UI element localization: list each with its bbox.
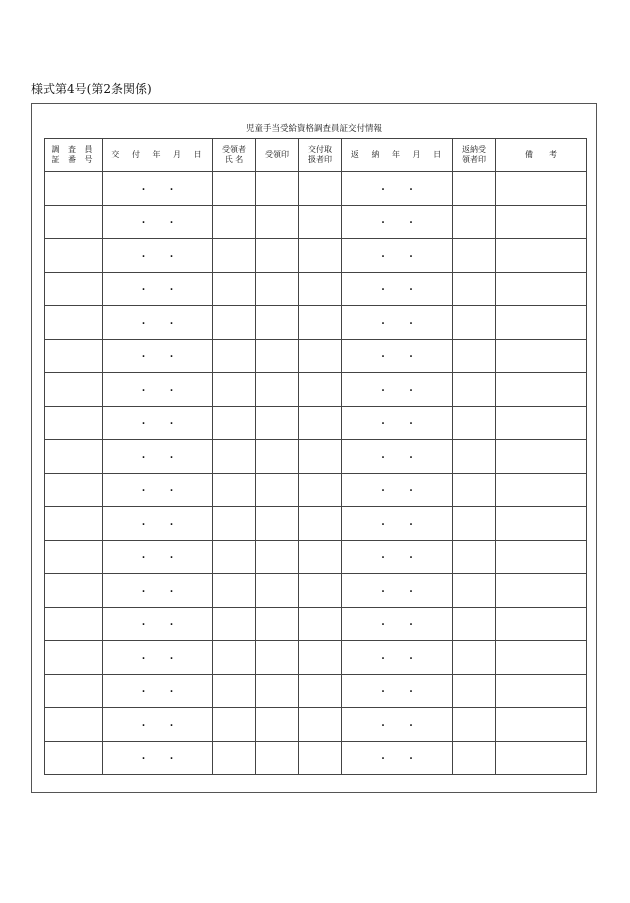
receipt-seal-cell[interactable]: [256, 708, 299, 742]
receipt-seal-cell[interactable]: [256, 674, 299, 708]
cert-no-cell[interactable]: [45, 473, 103, 507]
return-receiver-seal-cell[interactable]: [453, 339, 496, 373]
date-separator-dot: ・: [138, 687, 149, 699]
recipient-name-cell[interactable]: [213, 440, 256, 474]
date-separator-dot: ・: [406, 720, 416, 732]
recipient-name-cell[interactable]: [213, 741, 256, 775]
header-recipient-name: [213, 139, 256, 172]
issue-date-cell[interactable]: [103, 540, 213, 574]
table-row: [45, 205, 587, 239]
issue-date-cell[interactable]: [103, 373, 213, 407]
date-separator-dot: ・: [406, 653, 416, 665]
recipient-name-cell[interactable]: [213, 339, 256, 373]
header-recipient-name-line1: 受領者: [222, 145, 246, 154]
remarks-cell[interactable]: [496, 172, 587, 206]
return-receiver-seal-cell[interactable]: [453, 574, 496, 608]
receipt-seal-cell[interactable]: [256, 741, 299, 775]
remarks-cell[interactable]: [496, 473, 587, 507]
issuer-seal-cell[interactable]: [299, 205, 342, 239]
date-separator-dot: ・: [138, 184, 149, 196]
remarks-cell[interactable]: [496, 440, 587, 474]
date-separator-dot: ・: [406, 285, 416, 297]
receipt-seal-cell[interactable]: [256, 205, 299, 239]
return-date-cell[interactable]: [342, 339, 453, 373]
issuer-seal-cell[interactable]: [299, 239, 342, 273]
date-separator-dot: ・: [138, 251, 149, 263]
date-separators: [137, 214, 179, 229]
cert-no-cell[interactable]: [45, 507, 103, 541]
date-separators: [137, 549, 179, 564]
remarks-cell[interactable]: [496, 574, 587, 608]
issue-date-cell[interactable]: [103, 641, 213, 675]
header-return-receiver-seal-line2: 領者印: [462, 155, 486, 164]
remarks-cell[interactable]: [496, 239, 587, 273]
date-separators: [137, 683, 179, 698]
date-separator-dot: ・: [378, 519, 388, 531]
remarks-cell[interactable]: [496, 708, 587, 742]
return-date-cell[interactable]: [342, 172, 453, 206]
issuer-seal-cell[interactable]: [299, 373, 342, 407]
cert-no-cell[interactable]: [45, 339, 103, 373]
issuer-seal-cell[interactable]: [299, 507, 342, 541]
table-row: [45, 473, 587, 507]
issuer-seal-cell[interactable]: [299, 172, 342, 206]
date-separator-dot: ・: [378, 720, 388, 732]
receipt-seal-cell[interactable]: [256, 339, 299, 373]
return-receiver-seal-cell[interactable]: [453, 741, 496, 775]
header-row: [45, 139, 587, 172]
table-row: [45, 306, 587, 340]
table-row: [45, 440, 587, 474]
date-separators: [137, 583, 179, 598]
date-separator-dot: ・: [406, 218, 416, 230]
date-separators: [137, 181, 179, 196]
date-separator-dot: ・: [378, 553, 388, 565]
date-separator-dot: ・: [406, 352, 416, 364]
date-separator-dot: ・: [406, 385, 416, 397]
date-separator-dot: ・: [378, 318, 388, 330]
return-date-cell[interactable]: [342, 473, 453, 507]
date-separator-dot: ・: [406, 754, 416, 766]
receipt-seal-cell[interactable]: [256, 373, 299, 407]
issuer-seal-cell[interactable]: [299, 406, 342, 440]
table-row: [45, 607, 587, 641]
table-row: [45, 574, 587, 608]
header-return-receiver-seal: [453, 139, 496, 172]
issuer-seal-cell[interactable]: [299, 272, 342, 306]
date-separator-dot: ・: [406, 184, 416, 196]
date-separator-dot: ・: [166, 184, 177, 196]
receipt-seal-cell[interactable]: [256, 607, 299, 641]
return-date-cell[interactable]: [342, 607, 453, 641]
remarks-cell[interactable]: [496, 507, 587, 541]
date-separator-dot: ・: [166, 218, 177, 230]
cert-no-cell[interactable]: [45, 306, 103, 340]
date-separators: [137, 482, 179, 497]
return-receiver-seal-cell[interactable]: [453, 172, 496, 206]
date-separator-dot: ・: [406, 553, 416, 565]
issue-date-cell[interactable]: [103, 440, 213, 474]
table-row: [45, 406, 587, 440]
date-separator-dot: ・: [378, 452, 388, 464]
cert-no-cell[interactable]: [45, 205, 103, 239]
date-separators: [376, 583, 418, 598]
issuer-seal-cell[interactable]: [299, 306, 342, 340]
receipt-seal-cell[interactable]: [256, 540, 299, 574]
issuer-seal-cell[interactable]: [299, 339, 342, 373]
cert-no-cell[interactable]: [45, 708, 103, 742]
form-frame: [31, 103, 597, 793]
header-return-date: 返 納 年 月 日: [342, 139, 453, 172]
date-separators: [376, 616, 418, 631]
issue-date-cell[interactable]: [103, 473, 213, 507]
header-return-receiver-seal-line1: 返納受: [462, 145, 486, 154]
issue-date-cell[interactable]: [103, 339, 213, 373]
remarks-cell[interactable]: [496, 641, 587, 675]
date-separator-dot: ・: [138, 586, 149, 598]
date-separators: [137, 650, 179, 665]
table-row: [45, 674, 587, 708]
date-separator-dot: ・: [166, 285, 177, 297]
cert-no-cell[interactable]: [45, 440, 103, 474]
remarks-cell[interactable]: [496, 373, 587, 407]
header-issuer-seal: [299, 139, 342, 172]
return-date-cell[interactable]: [342, 708, 453, 742]
date-separator-dot: ・: [138, 553, 149, 565]
date-separators: [376, 717, 418, 732]
return-receiver-seal-cell[interactable]: [453, 473, 496, 507]
date-separator-dot: ・: [406, 318, 416, 330]
date-separator-dot: ・: [166, 419, 177, 431]
table-body: [45, 172, 587, 775]
date-separator-dot: ・: [166, 620, 177, 632]
return-receiver-seal-cell[interactable]: [453, 440, 496, 474]
date-separators: [376, 750, 418, 765]
date-separators: [376, 214, 418, 229]
receipt-seal-cell[interactable]: [256, 574, 299, 608]
date-separators: [376, 281, 418, 296]
date-separator-dot: ・: [406, 519, 416, 531]
date-separator-dot: ・: [378, 419, 388, 431]
date-separators: [376, 549, 418, 564]
return-date-cell[interactable]: [342, 440, 453, 474]
date-separator-dot: ・: [406, 452, 416, 464]
date-separator-dot: ・: [138, 218, 149, 230]
recipient-name-cell[interactable]: [213, 607, 256, 641]
recipient-name-cell[interactable]: [213, 674, 256, 708]
cert-no-cell[interactable]: [45, 373, 103, 407]
issue-date-cell[interactable]: [103, 507, 213, 541]
date-separator-dot: ・: [406, 586, 416, 598]
remarks-cell[interactable]: [496, 607, 587, 641]
issue-date-cell[interactable]: [103, 306, 213, 340]
header-remarks: 備 考: [496, 139, 587, 172]
date-separators: [137, 281, 179, 296]
cert-no-cell[interactable]: [45, 406, 103, 440]
return-date-cell[interactable]: [342, 507, 453, 541]
issuer-seal-cell[interactable]: [299, 641, 342, 675]
return-date-cell[interactable]: [342, 741, 453, 775]
date-separators: [137, 382, 179, 397]
date-separator-dot: ・: [406, 419, 416, 431]
issuer-seal-cell[interactable]: [299, 741, 342, 775]
remarks-cell[interactable]: [496, 339, 587, 373]
table-row: [45, 708, 587, 742]
date-separators: [137, 415, 179, 430]
date-separator-dot: ・: [378, 486, 388, 498]
date-separator-dot: ・: [166, 720, 177, 732]
return-receiver-seal-cell[interactable]: [453, 607, 496, 641]
recipient-name-cell[interactable]: [213, 406, 256, 440]
date-separator-dot: ・: [166, 486, 177, 498]
table-row: [45, 540, 587, 574]
form-title: 児童手当受給資格調査員証交付情報: [245, 124, 382, 134]
issue-date-cell[interactable]: [103, 406, 213, 440]
recipient-name-cell[interactable]: [213, 540, 256, 574]
date-separator-dot: ・: [166, 653, 177, 665]
date-separator-dot: ・: [406, 486, 416, 498]
table-row: [45, 272, 587, 306]
date-separators: [376, 516, 418, 531]
date-separators: [376, 181, 418, 196]
return-receiver-seal-cell[interactable]: [453, 239, 496, 273]
issuer-seal-cell[interactable]: [299, 607, 342, 641]
receipt-seal-cell[interactable]: [256, 172, 299, 206]
table-row: [45, 239, 587, 273]
recipient-name-cell[interactable]: [213, 641, 256, 675]
date-separator-dot: ・: [138, 754, 149, 766]
date-separator-dot: ・: [378, 754, 388, 766]
remarks-cell[interactable]: [496, 406, 587, 440]
remarks-cell[interactable]: [496, 306, 587, 340]
header-cert-no: [45, 139, 103, 172]
date-separator-dot: ・: [166, 385, 177, 397]
cert-no-cell[interactable]: [45, 741, 103, 775]
date-separator-dot: ・: [138, 318, 149, 330]
date-separator-dot: ・: [166, 687, 177, 699]
issuer-seal-cell[interactable]: [299, 574, 342, 608]
issue-date-cell[interactable]: [103, 574, 213, 608]
date-separator-dot: ・: [166, 318, 177, 330]
issue-date-cell[interactable]: [103, 607, 213, 641]
date-separators: [137, 516, 179, 531]
date-separators: [376, 415, 418, 430]
date-separators: [376, 382, 418, 397]
date-separators: [376, 348, 418, 363]
date-separator-dot: ・: [166, 452, 177, 464]
return-receiver-seal-cell[interactable]: [453, 306, 496, 340]
cert-no-cell[interactable]: [45, 239, 103, 273]
date-separator-dot: ・: [138, 352, 149, 364]
issuer-seal-cell[interactable]: [299, 440, 342, 474]
date-separator-dot: ・: [378, 218, 388, 230]
table-row: [45, 172, 587, 206]
date-separators: [376, 650, 418, 665]
date-separator-dot: ・: [378, 184, 388, 196]
recipient-name-cell[interactable]: [213, 708, 256, 742]
issue-date-cell[interactable]: [103, 205, 213, 239]
receipt-seal-cell[interactable]: [256, 272, 299, 306]
issue-date-cell[interactable]: [103, 708, 213, 742]
table-row: [45, 641, 587, 675]
date-separator-dot: ・: [166, 553, 177, 565]
return-receiver-seal-cell[interactable]: [453, 708, 496, 742]
date-separator-dot: ・: [138, 620, 149, 632]
table-row: [45, 741, 587, 775]
issue-date-cell[interactable]: [103, 674, 213, 708]
issuer-seal-cell[interactable]: [299, 674, 342, 708]
receipt-seal-cell[interactable]: [256, 641, 299, 675]
return-date-cell[interactable]: [342, 641, 453, 675]
date-separator-dot: ・: [166, 754, 177, 766]
return-receiver-seal-cell[interactable]: [453, 406, 496, 440]
return-date-cell[interactable]: [342, 272, 453, 306]
recipient-name-cell[interactable]: [213, 272, 256, 306]
issuer-seal-cell[interactable]: [299, 540, 342, 574]
return-date-cell[interactable]: [342, 239, 453, 273]
receipt-seal-cell[interactable]: [256, 473, 299, 507]
date-separator-dot: ・: [138, 419, 149, 431]
issue-date-cell[interactable]: [103, 272, 213, 306]
recipient-name-cell[interactable]: [213, 574, 256, 608]
date-separators: [137, 449, 179, 464]
issuer-seal-cell[interactable]: [299, 708, 342, 742]
return-date-cell[interactable]: [342, 574, 453, 608]
date-separators: [376, 449, 418, 464]
recipient-name-cell[interactable]: [213, 205, 256, 239]
cert-no-cell[interactable]: [45, 607, 103, 641]
date-separators: [376, 248, 418, 263]
date-separators: [137, 616, 179, 631]
return-receiver-seal-cell[interactable]: [453, 272, 496, 306]
table-row: [45, 507, 587, 541]
remarks-cell[interactable]: [496, 205, 587, 239]
receipt-seal-cell[interactable]: [256, 440, 299, 474]
form-number-label: 様式第4号(第2条関係): [31, 82, 152, 96]
remarks-cell[interactable]: [496, 741, 587, 775]
header-cert-no-line1: 調 査 員: [51, 145, 96, 154]
table-row: [45, 339, 587, 373]
remarks-cell[interactable]: [496, 272, 587, 306]
date-separator-dot: ・: [406, 687, 416, 699]
return-receiver-seal-cell[interactable]: [453, 641, 496, 675]
receipt-seal-cell[interactable]: [256, 406, 299, 440]
return-receiver-seal-cell[interactable]: [453, 205, 496, 239]
return-receiver-seal-cell[interactable]: [453, 507, 496, 541]
date-separator-dot: ・: [406, 251, 416, 263]
issue-date-cell[interactable]: [103, 172, 213, 206]
header-issuer-seal-line1: 交付取: [308, 145, 332, 154]
header-receipt-seal: 受領印: [256, 139, 299, 172]
issue-date-cell[interactable]: [103, 741, 213, 775]
issue-date-cell[interactable]: [103, 239, 213, 273]
remarks-cell[interactable]: [496, 674, 587, 708]
return-date-cell[interactable]: [342, 373, 453, 407]
receipt-seal-cell[interactable]: [256, 507, 299, 541]
return-date-cell[interactable]: [342, 205, 453, 239]
date-separator-dot: ・: [406, 620, 416, 632]
recipient-name-cell[interactable]: [213, 306, 256, 340]
date-separator-dot: ・: [138, 385, 149, 397]
header-issue-date: 交 付 年 月 日: [103, 139, 213, 172]
date-separators: [137, 717, 179, 732]
date-separator-dot: ・: [138, 452, 149, 464]
date-separator-dot: ・: [378, 352, 388, 364]
date-separator-dot: ・: [166, 352, 177, 364]
date-separator-dot: ・: [138, 285, 149, 297]
date-separator-dot: ・: [378, 687, 388, 699]
date-separator-dot: ・: [378, 653, 388, 665]
issuer-seal-cell[interactable]: [299, 473, 342, 507]
recipient-name-cell[interactable]: [213, 172, 256, 206]
header-issuer-seal-line2: 扱者印: [308, 155, 332, 164]
date-separators: [376, 482, 418, 497]
recipient-name-cell[interactable]: [213, 473, 256, 507]
remarks-cell[interactable]: [496, 540, 587, 574]
date-separators: [137, 348, 179, 363]
return-date-cell[interactable]: [342, 306, 453, 340]
date-separator-dot: ・: [138, 720, 149, 732]
date-separator-dot: ・: [166, 586, 177, 598]
recipient-name-cell[interactable]: [213, 373, 256, 407]
header-recipient-name-line2: 氏 名: [224, 155, 244, 164]
date-separator-dot: ・: [166, 519, 177, 531]
date-separator-dot: ・: [378, 285, 388, 297]
return-receiver-seal-cell[interactable]: [453, 674, 496, 708]
receipt-seal-cell[interactable]: [256, 239, 299, 273]
cert-no-cell[interactable]: [45, 641, 103, 675]
date-separators: [137, 248, 179, 263]
return-date-cell[interactable]: [342, 674, 453, 708]
date-separator-dot: ・: [138, 519, 149, 531]
return-receiver-seal-cell[interactable]: [453, 373, 496, 407]
date-separator-dot: ・: [138, 653, 149, 665]
date-separators: [137, 315, 179, 330]
header-cert-no-line2: 証 番 号: [51, 155, 96, 164]
return-receiver-seal-cell[interactable]: [453, 540, 496, 574]
table-row: [45, 373, 587, 407]
date-separators: [376, 683, 418, 698]
return-date-cell[interactable]: [342, 406, 453, 440]
receipt-seal-cell[interactable]: [256, 306, 299, 340]
date-separator-dot: ・: [138, 486, 149, 498]
date-separators: [137, 750, 179, 765]
date-separator-dot: ・: [166, 251, 177, 263]
cert-no-cell[interactable]: [45, 574, 103, 608]
recipient-name-cell[interactable]: [213, 507, 256, 541]
return-date-cell[interactable]: [342, 540, 453, 574]
recipient-name-cell[interactable]: [213, 239, 256, 273]
cert-no-cell[interactable]: [45, 540, 103, 574]
date-separators: [376, 315, 418, 330]
date-separator-dot: ・: [378, 586, 388, 598]
issuance-table: [44, 138, 587, 775]
cert-no-cell[interactable]: [45, 674, 103, 708]
cert-no-cell[interactable]: [45, 172, 103, 206]
cert-no-cell[interactable]: [45, 272, 103, 306]
date-separator-dot: ・: [378, 385, 388, 397]
date-separator-dot: ・: [378, 251, 388, 263]
date-separator-dot: ・: [378, 620, 388, 632]
